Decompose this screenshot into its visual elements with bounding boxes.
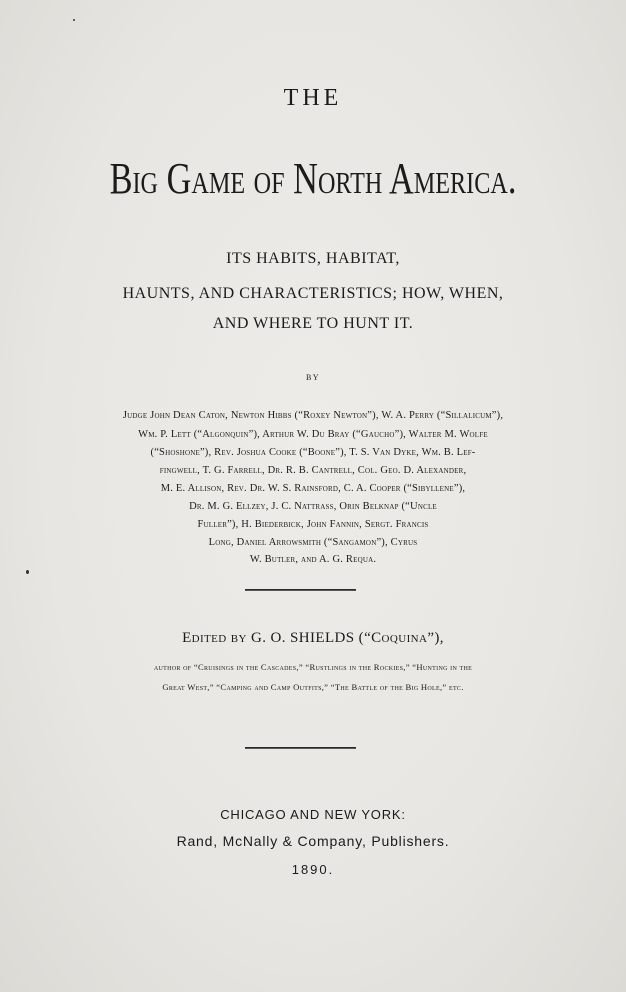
divider-rule [245,589,356,591]
by-label: BY [305,373,321,382]
contributors-line-9: W. Butler, and A. G. Requa. [249,554,377,565]
author-works-line-2: Great West,” “Camping and Camp Outfits,” “The Battle of the Big Hole,” etc. [162,682,464,692]
subtitle-line-3: AND WHERE TO HUNT IT. [212,315,414,332]
publisher-name: Rand, McNally & Company, Publishers. [176,833,450,849]
contributors-line-4: fingwell, T. G. Farrell, Dr. R. B. Cantrell, Col. Geo. D. Alexander, [159,465,467,476]
divider-rule [245,747,356,749]
author-works-line-1: author of “Cruisings in the Cascades,” “Rustlings in the Rockies,” “Hunting in the [153,662,473,672]
publication-year: 1890. [291,862,335,877]
publisher-place: CHICAGO AND NEW YORK: [220,807,406,822]
edited-by: Edited by G. O. SHIELDS (“Coquina”), [182,630,444,646]
contributors-line-1: Judge John Dean Caton, Newton Hibbs (“Roxey Newton”), W. A. Perry (“Sillalicum”), [122,410,504,421]
contributors-line-3: (“Shoshone”), Rev. Joshua Cooke (“Boone”), T. S. Van Dyke, Wm. B. Lef- [150,447,476,458]
contributors-line-7: Fuller”), H. Biederbick, John Fannin, Sergt. Francis [197,519,429,530]
contributors-line-2: Wm. P. Lett (“Algonquin”), Arthur W. Du Bray (“Gaucho”), Walter M. Wolfe [138,429,488,440]
print-speck [26,570,29,574]
contributors-line-5: M. E. Allison, Rev. Dr. W. S. Rainsford, C. A. Cooper (“Sibyllene”), [160,483,466,494]
print-speck [73,19,75,21]
subtitle-line-1: ITS HABITS, HABITAT, [226,250,400,267]
contributors-line-6: Dr. M. G. Ellzey, J. C. Nattrass, Orin Belknap (“Uncle [189,501,437,512]
contributors-line-8: Long, Daniel Arrowsmith (“Sangamon”), Cyrus [208,537,418,548]
title-the: THE [283,85,343,111]
subtitle-line-2: HAUNTS, AND CHARACTERISTICS; HOW, WHEN, [122,285,504,302]
main-title: Big Game of North America. [109,154,517,203]
